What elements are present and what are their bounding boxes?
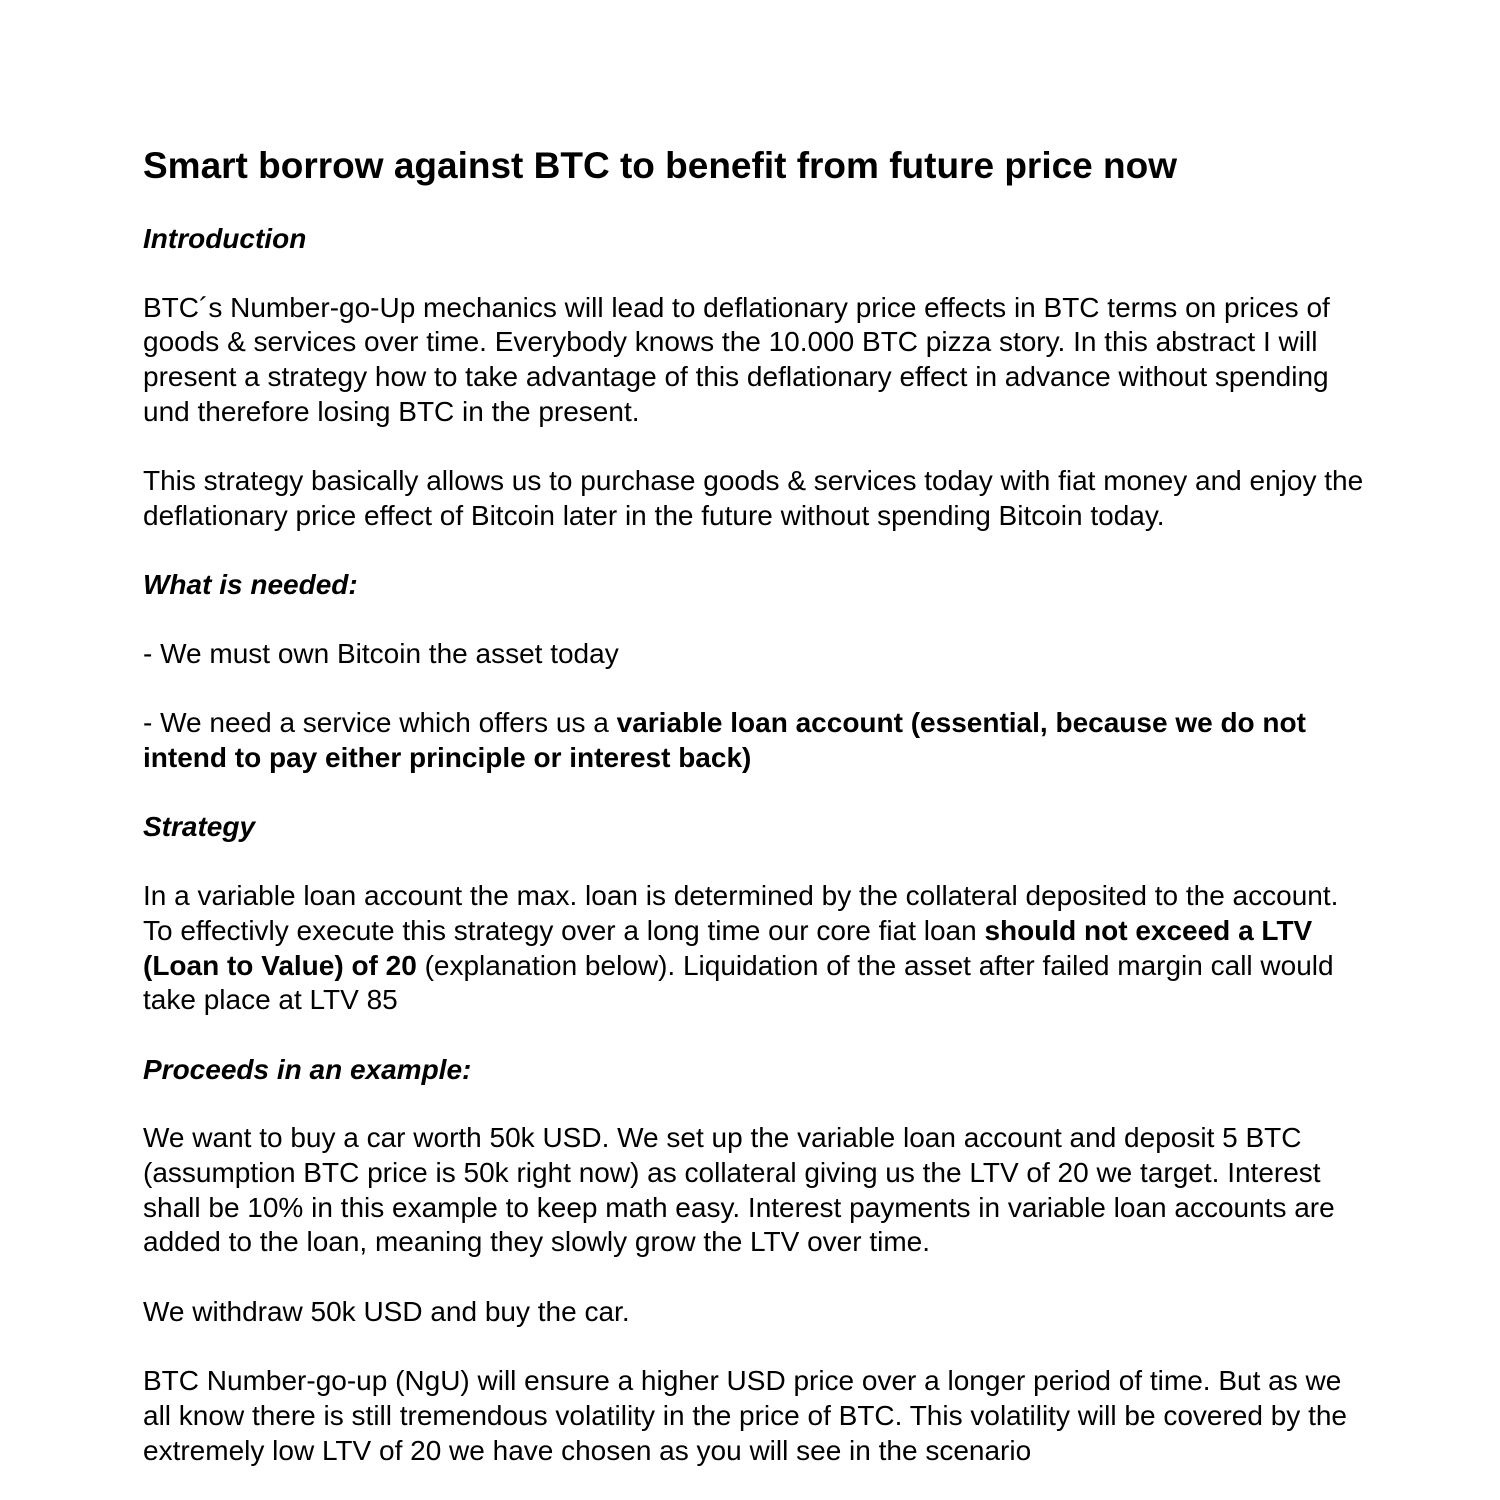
strategy-tail: (explanation below). Liquidation of the asset after failed margin call would take place at LTV 85: [143, 949, 1334, 1016]
heading-proceeds-example: Proceeds in an example:: [143, 1053, 472, 1085]
intro-paragraph-1: BTC´s Number-go-Up mechanics will lead to deflationary price effects in BTC terms on prices of goods & services over time. Everybody knows the 10.000 BTC pizza story. In this abstract I will present a strategy how to take advantage of this deflationary effect in advance without spending und therefore losing BTC in the present.: [143, 291, 1330, 427]
document-title: Smart borrow against BTC to benefit from future price now: [143, 145, 1178, 186]
needed-item-2-bold: variable loan account (essential, because we do not intend to pay either principle or interest back): [143, 707, 1306, 774]
needed-item-2: [143, 706, 1373, 775]
heading-introduction: Introduction: [143, 223, 307, 254]
strategy-paragraph: [143, 879, 1373, 1018]
strategy-lead: In a variable loan account the max. loan is determined by the collateral deposited to the account. To effectivly execute this strategy over a long time our core fiat loan: [143, 880, 1339, 946]
strategy-bold: should not exceed a LTV (Loan to Value) of 20: [143, 914, 1313, 981]
heading-strategy: Strategy: [143, 811, 256, 843]
intro-paragraph-2: This strategy basically allows us to purchase goods & services today with fiat money and enjoy the deflationary price effect of Bitcoin later in the future without spending Bitcoin today.: [143, 465, 1364, 531]
needed-item-2-lead: - We need a service which offers us a: [143, 707, 617, 739]
example-paragraph-1: We want to buy a car worth 50k USD. We set up the variable loan account and deposit 5 BTC (assumption BTC price is 50k right now) as collateral giving us the LTV of 20 we target. Interest shall be 10% in this example to keep math easy. Interest payments in variable loan accounts are added to the loan, meaning they slowly grow the LTV over time.: [143, 1122, 1335, 1258]
needed-item-1: - We must own Bitcoin the asset today: [143, 637, 619, 669]
document-body: [143, 144, 1373, 1468]
example-paragraph-3: BTC Number-go-up (NgU) will ensure a higher USD price over a longer period of time. But as we all know there is still tremendous volatility in the price of BTC. This volatility will be covered by the extremely low LTV of 20 we have chosen as you will see in the scenario: [143, 1365, 1347, 1466]
example-paragraph-2: We withdraw 50k USD and buy the car.: [143, 1295, 630, 1327]
heading-what-is-needed: What is needed:: [143, 569, 358, 601]
